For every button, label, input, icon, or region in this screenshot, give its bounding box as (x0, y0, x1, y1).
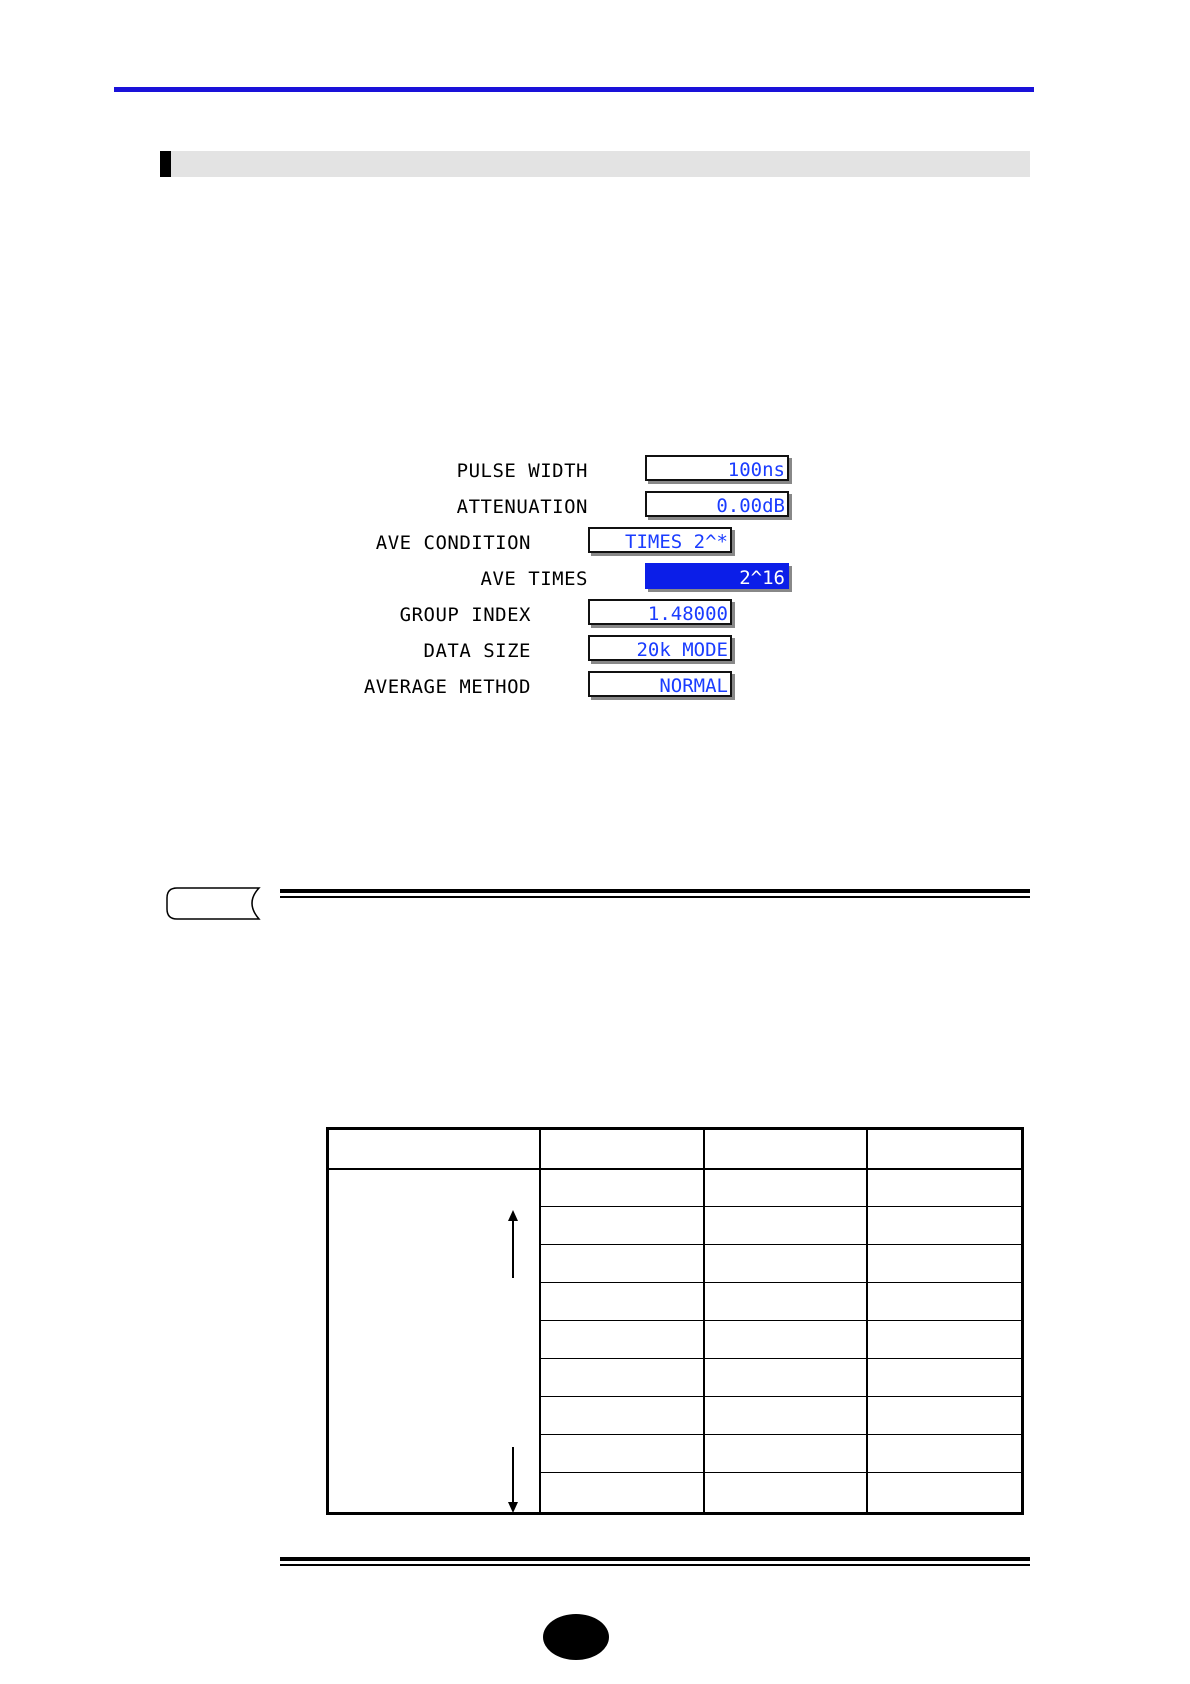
table-col-divider (539, 1130, 541, 1512)
data-size-value: 20k MODE (636, 639, 728, 661)
note-rule-thin (280, 896, 1030, 898)
top-rule (114, 87, 1034, 92)
group-index-label: GROUP INDEX (399, 604, 531, 626)
group-index-field[interactable] (588, 599, 732, 625)
page-number-oval (543, 1614, 609, 1660)
average-method-label: AVERAGE METHOD (363, 676, 531, 698)
row-ave-times[interactable] (405, 563, 810, 593)
pulse-width-label: PULSE WIDTH (456, 460, 588, 482)
table-row-line (540, 1282, 1021, 1283)
average-method-value: NORMAL (659, 675, 728, 697)
note-rule-thick (280, 889, 1030, 893)
table-header-line (329, 1168, 1021, 1170)
data-size-field[interactable] (588, 635, 732, 661)
ave-times-value: 2^16 (739, 567, 785, 589)
footer-rule-thin (280, 1564, 1030, 1566)
average-method-field[interactable] (588, 671, 732, 697)
table-row-line (540, 1206, 1021, 1207)
row-data-size[interactable] (405, 635, 810, 665)
attenuation-value: 0.00dB (716, 495, 785, 517)
ave-condition-value: TIMES 2^* (625, 531, 728, 553)
attenuation-field[interactable] (645, 491, 789, 517)
table-row-line (540, 1396, 1021, 1397)
setup-screen (363, 459, 810, 698)
ave-times-field[interactable] (645, 563, 789, 589)
section-marker (160, 151, 171, 177)
table-row-line (540, 1358, 1021, 1359)
footer-rule-thick (280, 1557, 1030, 1561)
pulse-width-value: 100ns (727, 459, 785, 481)
row-average-method[interactable] (363, 671, 810, 701)
row-ave-condition[interactable] (375, 527, 810, 557)
table-row-line (540, 1320, 1021, 1321)
note-tag-icon (165, 886, 260, 921)
table-col-divider (703, 1130, 705, 1512)
ave-times-label: AVE TIMES (480, 568, 588, 590)
ave-condition-field[interactable] (588, 527, 732, 553)
row-group-index[interactable] (399, 599, 810, 629)
table-row-line (540, 1472, 1021, 1473)
table-row-line (540, 1244, 1021, 1245)
section-header-bar (160, 151, 1030, 177)
arrow-down-icon (506, 1447, 520, 1513)
ave-condition-label: AVE CONDITION (375, 532, 531, 554)
row-attenuation[interactable] (405, 491, 810, 521)
arrow-up-icon (506, 1210, 520, 1278)
table-row-line (540, 1434, 1021, 1435)
row-pulse-width[interactable] (405, 455, 810, 485)
data-size-label: DATA SIZE (423, 640, 531, 662)
pulse-width-field[interactable] (645, 455, 789, 481)
table-col-divider (866, 1130, 868, 1512)
settings-table (326, 1127, 1024, 1515)
group-index-value: 1.48000 (647, 603, 728, 625)
attenuation-label: ATTENUATION (456, 496, 588, 518)
